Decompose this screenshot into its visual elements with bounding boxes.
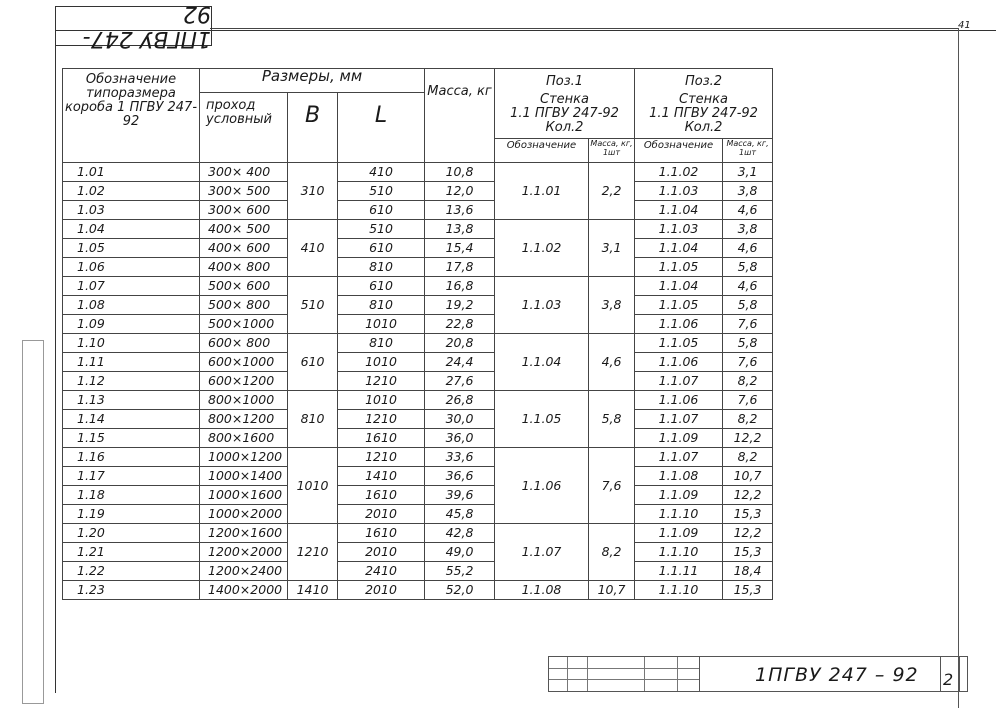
spec-table-body: [63, 163, 773, 600]
cell-pos1-oboz: 1.1.01: [495, 163, 589, 220]
sheet-number: 2: [943, 670, 954, 689]
table-row: [63, 296, 773, 315]
cell-L: 510: [338, 182, 425, 201]
header-pos1-title: [495, 69, 635, 93]
table-row: [63, 505, 773, 524]
table-row: [63, 239, 773, 258]
cell-pos2-oboz: 1.1.06: [635, 391, 723, 410]
cell-pos2-oboz: 1.1.06: [635, 353, 723, 372]
cell-pos1-mass: 4,6: [589, 334, 635, 391]
pos1-kol: Кол.2: [545, 119, 584, 135]
table-row: [63, 562, 773, 581]
cell-mass: 24,4: [425, 353, 495, 372]
cell-designation: 1.12: [63, 372, 200, 391]
cell-prohod: 300× 500: [200, 182, 288, 201]
cell-L: 1010: [338, 391, 425, 410]
cell-prohod: 600×1200: [200, 372, 288, 391]
cell-pos2-mass: 5,8: [723, 296, 773, 315]
cell-designation: 1.19: [63, 505, 200, 524]
cell-prohod: 1000×1600: [200, 486, 288, 505]
cell-designation: 1.04: [63, 220, 200, 239]
table-row: [63, 448, 773, 467]
pos1-subtitle: Стенка: [540, 91, 589, 107]
table-row: [63, 220, 773, 239]
cell-designation: 1.08: [63, 296, 200, 315]
cell-pos2-mass: 15,3: [723, 581, 773, 600]
cell-mass: 36,0: [425, 429, 495, 448]
pos2-title: Поз.2: [685, 74, 723, 89]
pos2-kol: Кол.2: [684, 119, 723, 135]
cell-mass: 13,8: [425, 220, 495, 239]
cell-pos2-oboz: 1.1.03: [635, 220, 723, 239]
cell-pos2-oboz: 1.1.05: [635, 334, 723, 353]
cell-pos2-oboz: 1.1.07: [635, 448, 723, 467]
spec-table: [62, 68, 773, 600]
cell-mass: 15,4: [425, 239, 495, 258]
pos1-ref: 1.1 ПГВУ 247-92: [510, 105, 619, 121]
cell-L: 410: [338, 163, 425, 182]
cell-prohod: 1200×2000: [200, 543, 288, 562]
cell-L: 610: [338, 201, 425, 220]
cell-L: 2010: [338, 543, 425, 562]
pos2-subtitle: Стенка: [679, 91, 728, 107]
cell-designation: 1.01: [63, 163, 200, 182]
cell-prohod: 1000×1200: [200, 448, 288, 467]
table-row: [63, 277, 773, 296]
cell-pos2-oboz: 1.1.08: [635, 467, 723, 486]
cell-pos2-oboz: 1.1.07: [635, 410, 723, 429]
cell-prohod: 300× 400: [200, 163, 288, 182]
cell-pos1-oboz: 1.1.08: [495, 581, 589, 600]
cell-mass: 26,8: [425, 391, 495, 410]
cell-L: 1410: [338, 467, 425, 486]
table-row: [63, 543, 773, 562]
cell-pos2-mass: 7,6: [723, 353, 773, 372]
cell-designation: 1.23: [63, 581, 200, 600]
cell-pos2-mass: 7,6: [723, 315, 773, 334]
cell-prohod: 500× 600: [200, 277, 288, 296]
cell-prohod: 800×1600: [200, 429, 288, 448]
cell-pos2-oboz: 1.1.07: [635, 372, 723, 391]
cell-pos2-mass: 18,4: [723, 562, 773, 581]
cell-L: 1210: [338, 372, 425, 391]
cell-L: 1210: [338, 448, 425, 467]
cell-pos2-mass: 4,6: [723, 201, 773, 220]
cell-mass: 27,6: [425, 372, 495, 391]
cell-mass: 10,8: [425, 163, 495, 182]
header-pos1-mass: Масса, кг, 1шт: [589, 139, 635, 163]
table-row: [63, 258, 773, 277]
cell-pos2-mass: 5,8: [723, 334, 773, 353]
header-pos2-details: [635, 93, 773, 139]
document-stamp: 1ПГВУ 247-92: [55, 6, 212, 46]
cell-pos2-oboz: 1.1.04: [635, 239, 723, 258]
table-row: [63, 391, 773, 410]
cell-mass: 55,2: [425, 562, 495, 581]
table-row: [63, 429, 773, 448]
cell-prohod: 500× 800: [200, 296, 288, 315]
cell-pos1-mass: 3,1: [589, 220, 635, 277]
cell-mass: 30,0: [425, 410, 495, 429]
cell-pos2-mass: 4,6: [723, 239, 773, 258]
cell-pos1-mass: 2,2: [589, 163, 635, 220]
header-prohod: проход условный: [200, 93, 288, 163]
cell-pos2-mass: 3,8: [723, 220, 773, 239]
cell-pos1-oboz: 1.1.07: [495, 524, 589, 581]
cell-pos1-mass: 8,2: [589, 524, 635, 581]
cell-mass: 36,6: [425, 467, 495, 486]
cell-designation: 1.11: [63, 353, 200, 372]
cell-L: 610: [338, 239, 425, 258]
cell-L: 1210: [338, 410, 425, 429]
table-row: [63, 201, 773, 220]
cell-designation: 1.20: [63, 524, 200, 543]
cell-pos1-mass: 7,6: [589, 448, 635, 524]
cell-mass: 42,8: [425, 524, 495, 543]
cell-prohod: 600×1000: [200, 353, 288, 372]
cell-L: 2010: [338, 581, 425, 600]
header-pos2-mass: Масса, кг, 1шт: [723, 139, 773, 163]
cell-prohod: 400× 500: [200, 220, 288, 239]
cell-designation: 1.15: [63, 429, 200, 448]
cell-designation: 1.21: [63, 543, 200, 562]
cell-pos2-mass: 12,2: [723, 524, 773, 543]
frame-top-line: [210, 28, 958, 29]
cell-mass: 16,8: [425, 277, 495, 296]
cell-designation: 1.09: [63, 315, 200, 334]
cell-prohod: 600× 800: [200, 334, 288, 353]
cell-B: 810: [288, 391, 338, 448]
cell-pos2-oboz: 1.1.11: [635, 562, 723, 581]
cell-pos2-mass: 5,8: [723, 258, 773, 277]
header-pos1-oboz: Обозначение: [495, 139, 589, 163]
cell-mass: 17,8: [425, 258, 495, 277]
cell-pos2-mass: 4,6: [723, 277, 773, 296]
cell-mass: 20,8: [425, 334, 495, 353]
page-number: 41: [958, 20, 971, 31]
cell-prohod: 1000×1400: [200, 467, 288, 486]
header-B: B: [288, 93, 338, 163]
cell-pos1-oboz: 1.1.04: [495, 334, 589, 391]
pos1-title: Поз.1: [545, 74, 584, 89]
header-designation: Обозначение типоразмера короба 1 ПГВУ 247-92: [63, 69, 200, 163]
cell-pos2-oboz: 1.1.05: [635, 296, 723, 315]
cell-mass: 52,0: [425, 581, 495, 600]
cell-designation: 1.14: [63, 410, 200, 429]
table-row: [63, 467, 773, 486]
cell-pos1-oboz: 1.1.02: [495, 220, 589, 277]
cell-prohod: 800×1200: [200, 410, 288, 429]
cell-pos2-oboz: 1.1.10: [635, 581, 723, 600]
cell-L: 610: [338, 277, 425, 296]
cell-mass: 19,2: [425, 296, 495, 315]
cell-pos2-oboz: 1.1.03: [635, 182, 723, 201]
cell-L: 2010: [338, 505, 425, 524]
frame-right-line: [958, 28, 959, 708]
cell-prohod: 400× 600: [200, 239, 288, 258]
cell-designation: 1.03: [63, 201, 200, 220]
cell-pos2-oboz: 1.1.09: [635, 429, 723, 448]
table-row: [63, 524, 773, 543]
cell-mass: 13,6: [425, 201, 495, 220]
cell-pos2-mass: 3,1: [723, 163, 773, 182]
cell-pos1-oboz: 1.1.05: [495, 391, 589, 448]
cell-prohod: 1400×2000: [200, 581, 288, 600]
header-pos1-details: [495, 93, 635, 139]
cell-pos2-mass: 3,8: [723, 182, 773, 201]
cell-B: 1410: [288, 581, 338, 600]
cell-prohod: 800×1000: [200, 391, 288, 410]
cell-pos2-mass: 15,3: [723, 543, 773, 562]
side-stamp-strip: [22, 340, 44, 704]
table-row: [63, 315, 773, 334]
cell-pos1-oboz: 1.1.03: [495, 277, 589, 334]
cell-pos1-mass: 3,8: [589, 277, 635, 334]
table-row: [63, 182, 773, 201]
cell-L: 810: [338, 334, 425, 353]
cell-L: 810: [338, 296, 425, 315]
cell-B: 1210: [288, 524, 338, 581]
header-sizes: Размеры, мм: [200, 69, 425, 93]
cell-designation: 1.10: [63, 334, 200, 353]
cell-B: 1010: [288, 448, 338, 524]
cell-designation: 1.07: [63, 277, 200, 296]
cell-B: 510: [288, 277, 338, 334]
cell-mass: 22,8: [425, 315, 495, 334]
cell-designation: 1.17: [63, 467, 200, 486]
cell-designation: 1.18: [63, 486, 200, 505]
cell-L: 1010: [338, 353, 425, 372]
header-mass: Масса, кг: [425, 69, 495, 163]
cell-pos2-mass: 7,6: [723, 391, 773, 410]
cell-pos2-oboz: 1.1.04: [635, 277, 723, 296]
cell-prohod: 500×1000: [200, 315, 288, 334]
cell-B: 410: [288, 220, 338, 277]
cell-B: 610: [288, 334, 338, 391]
cell-pos2-mass: 10,7: [723, 467, 773, 486]
cell-L: 810: [338, 258, 425, 277]
header-pos2-oboz: Обозначение: [635, 139, 723, 163]
cell-designation: 1.06: [63, 258, 200, 277]
cell-mass: 39,6: [425, 486, 495, 505]
cell-designation: 1.16: [63, 448, 200, 467]
table-row: [63, 581, 773, 600]
table-row: [63, 163, 773, 182]
cell-pos2-oboz: 1.1.02: [635, 163, 723, 182]
cell-pos2-oboz: 1.1.06: [635, 315, 723, 334]
cell-pos2-mass: 12,2: [723, 429, 773, 448]
cell-prohod: 1200×2400: [200, 562, 288, 581]
header-pos2-title: [635, 69, 773, 93]
cell-L: 1010: [338, 315, 425, 334]
cell-pos2-mass: 8,2: [723, 372, 773, 391]
cell-designation: 1.22: [63, 562, 200, 581]
cell-prohod: 1200×1600: [200, 524, 288, 543]
table-row: [63, 334, 773, 353]
header-L: L: [338, 93, 425, 163]
cell-mass: 12,0: [425, 182, 495, 201]
cell-designation: 1.05: [63, 239, 200, 258]
cell-pos2-oboz: 1.1.09: [635, 524, 723, 543]
cell-mass: 33,6: [425, 448, 495, 467]
cell-pos1-mass: 10,7: [589, 581, 635, 600]
cell-designation: 1.13: [63, 391, 200, 410]
table-row: [63, 486, 773, 505]
title-block-grid: [549, 657, 700, 691]
cell-prohod: 400× 800: [200, 258, 288, 277]
cell-mass: 45,8: [425, 505, 495, 524]
cell-pos2-oboz: 1.1.05: [635, 258, 723, 277]
table-row: [63, 372, 773, 391]
cell-L: 2410: [338, 562, 425, 581]
cell-pos2-oboz: 1.1.04: [635, 201, 723, 220]
table-row: [63, 410, 773, 429]
cell-pos1-oboz: 1.1.06: [495, 448, 589, 524]
cell-pos1-mass: 5,8: [589, 391, 635, 448]
cell-pos2-mass: 8,2: [723, 410, 773, 429]
cell-L: 1610: [338, 486, 425, 505]
cell-prohod: 300× 600: [200, 201, 288, 220]
cell-pos2-mass: 15,3: [723, 505, 773, 524]
cell-mass: 49,0: [425, 543, 495, 562]
document-code: 1ПГВУ 247 – 92: [755, 664, 919, 686]
cell-pos2-mass: 8,2: [723, 448, 773, 467]
cell-pos2-mass: 12,2: [723, 486, 773, 505]
table-row: [63, 353, 773, 372]
cell-prohod: 1000×2000: [200, 505, 288, 524]
cell-designation: 1.02: [63, 182, 200, 201]
cell-pos2-oboz: 1.1.09: [635, 486, 723, 505]
cell-L: 510: [338, 220, 425, 239]
cell-L: 1610: [338, 524, 425, 543]
cell-L: 1610: [338, 429, 425, 448]
cell-pos2-oboz: 1.1.10: [635, 543, 723, 562]
cell-pos2-oboz: 1.1.10: [635, 505, 723, 524]
cell-B: 310: [288, 163, 338, 220]
pos2-ref: 1.1 ПГВУ 247-92: [649, 105, 758, 121]
